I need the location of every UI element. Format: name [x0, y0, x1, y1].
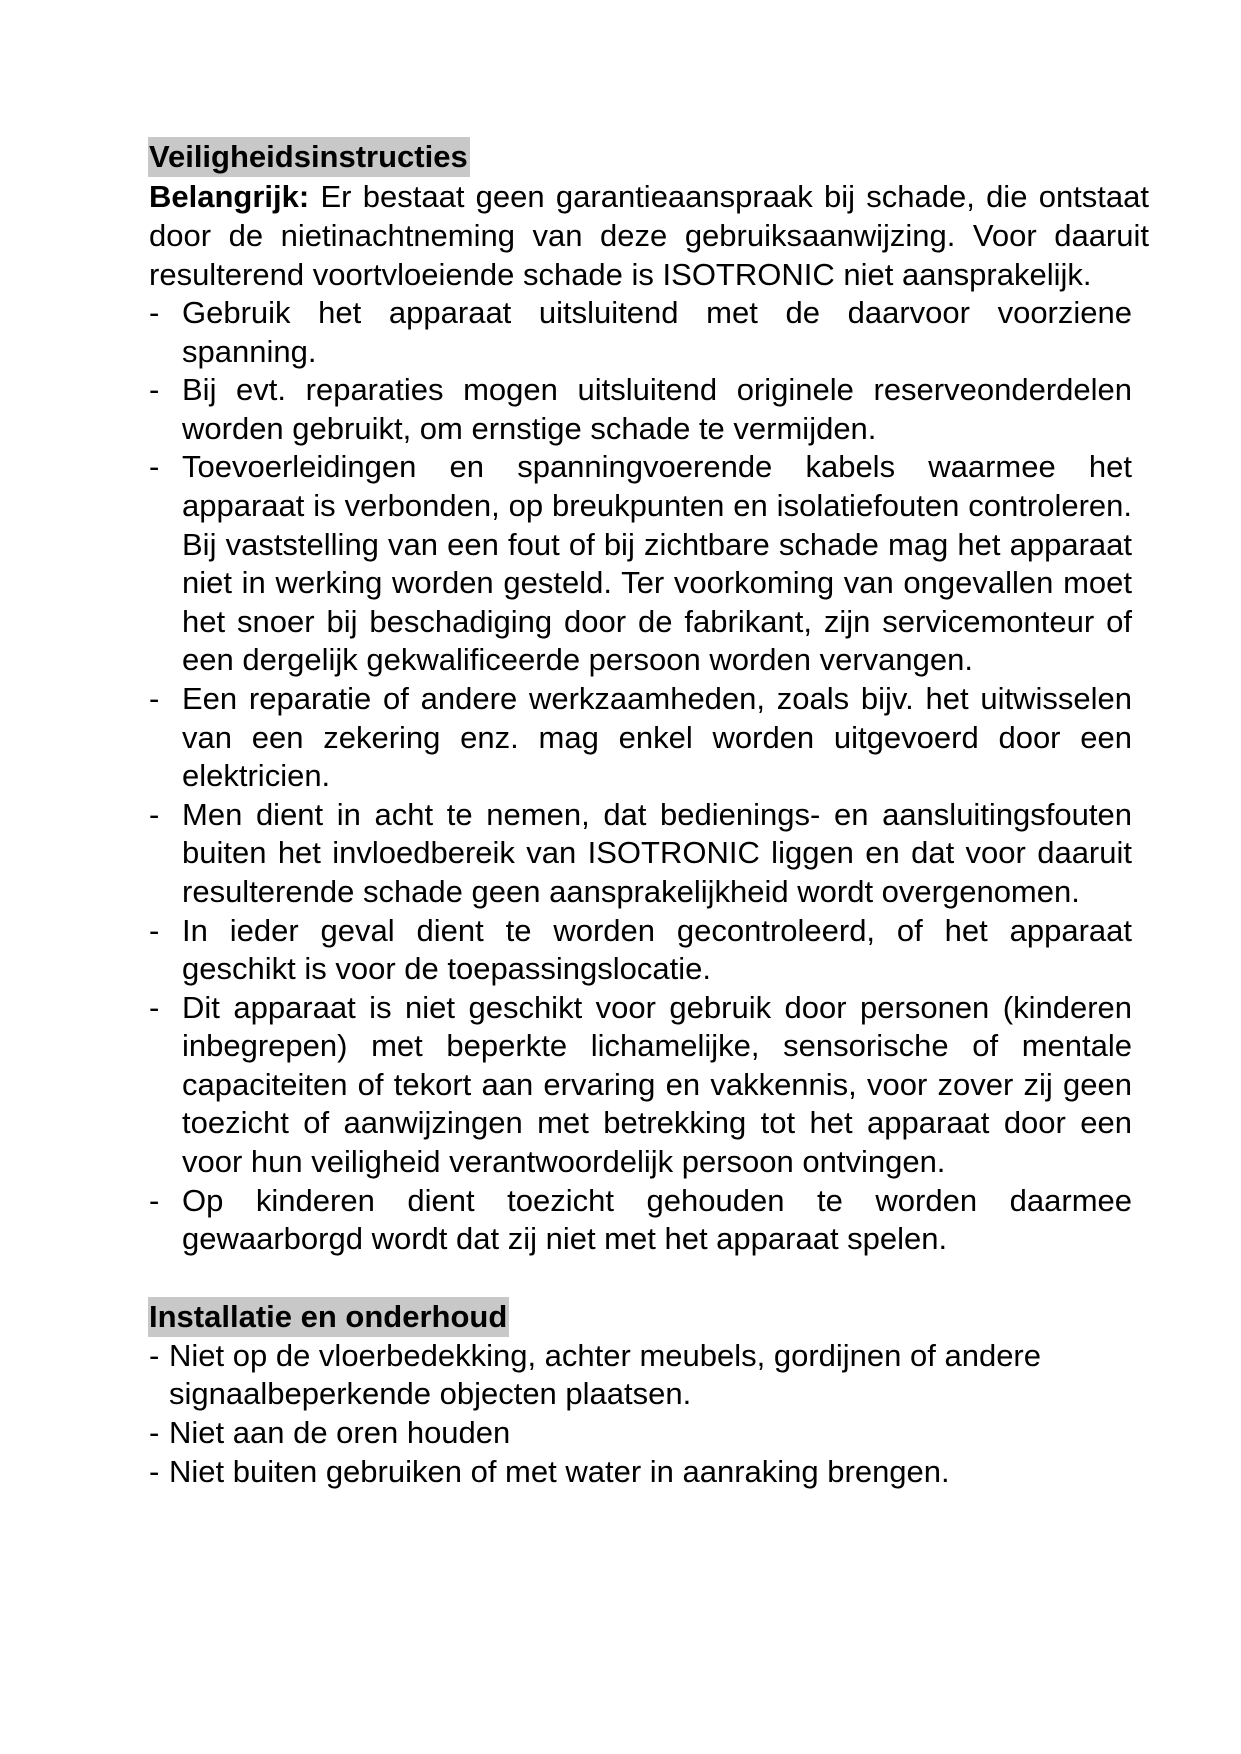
list-item: - Bij evt. reparaties mogen uitsluitend originele reserveonderdelen worden gebruikt, om ernstige schade te vermijden. — [149, 372, 1132, 446]
important-text: Er bestaat geen garantieaanspraak bij schade, die ontstaat door de nietinachtneming van deze gebruiksaanwijzing. Voor daaruit resulterend voortvloeiende schade is ISOTRONIC niet aansprakelijk. — [149, 179, 1149, 292]
list-item: - Een reparatie of andere werkzaamheden, zoals bijv. het uitwisselen van een zekering enz. mag enkel worden uitgevoerd door een elektricien. — [149, 680, 1132, 794]
section-heading-installation: Installatie en onderhoud — [148, 1297, 509, 1337]
list-item: - Men dient in acht te nemen, dat bedienings- en aansluitingsfouten buiten het invloedbereik van ISOTRONIC liggen en dat voor daaruit resulterende schade geen aansprakelijkheid wordt overgenomen. — [149, 796, 1132, 909]
list-item: - Gebruik het apparaat uitsluitend met de daarvoor voorziene spanning. — [149, 295, 1132, 369]
installation-list — [149, 1337, 1149, 1491]
important-label: Belangrijk: — [149, 179, 310, 214]
list-item: - Toevoerleidingen en spanningvoerende kabels waarmee het apparaat is verbonden, op breukpunten en isolatiefouten controleren. Bij vaststelling van een fout of bij zichtbare schade mag het apparaat niet in werking worden gesteld. Ter voorkoming van ongevallen moet het snoer bij beschadiging door de fabrikant, zijn servicemonteur of een dergelijk gekwalificeerde persoon worden vervangen. — [149, 449, 1132, 678]
important-notice — [149, 177, 1149, 294]
section-heading-safety: Veiligheidsinstructies — [148, 137, 470, 177]
list-item: - Niet buiten gebruiken of met water in aanraking brengen. — [149, 1453, 950, 1489]
list-item: - Niet op de vloerbedekking, achter meubels, gordijnen of andere signaalbeperkende objecten plaatsen. — [149, 1337, 1041, 1412]
document-page — [149, 137, 1149, 1491]
list-item: - In ieder geval dient te worden gecontroleerd, of het apparaat geschikt is voor de toepassingslocatie. — [149, 912, 1132, 987]
safety-instructions-list — [149, 294, 1149, 1259]
list-item: - Op kinderen dient toezicht gehouden te worden daarmee gewaarborgd wordt dat zij niet met het apparaat spelen. — [149, 1182, 1132, 1257]
list-item: - Niet aan de oren houden — [149, 1415, 511, 1451]
list-item: - Dit apparaat is niet geschikt voor gebruik door personen (kinderen inbegrepen) met beperkte lichamelijke, sensorische of mentale capaciteiten of tekort aan ervaring en vakkennis, voor zover zij geen toezicht of aanwijzingen met betrekking tot het apparaat door een voor hun veiligheid verantwoordelijk persoon ontvingen. — [149, 989, 1132, 1180]
